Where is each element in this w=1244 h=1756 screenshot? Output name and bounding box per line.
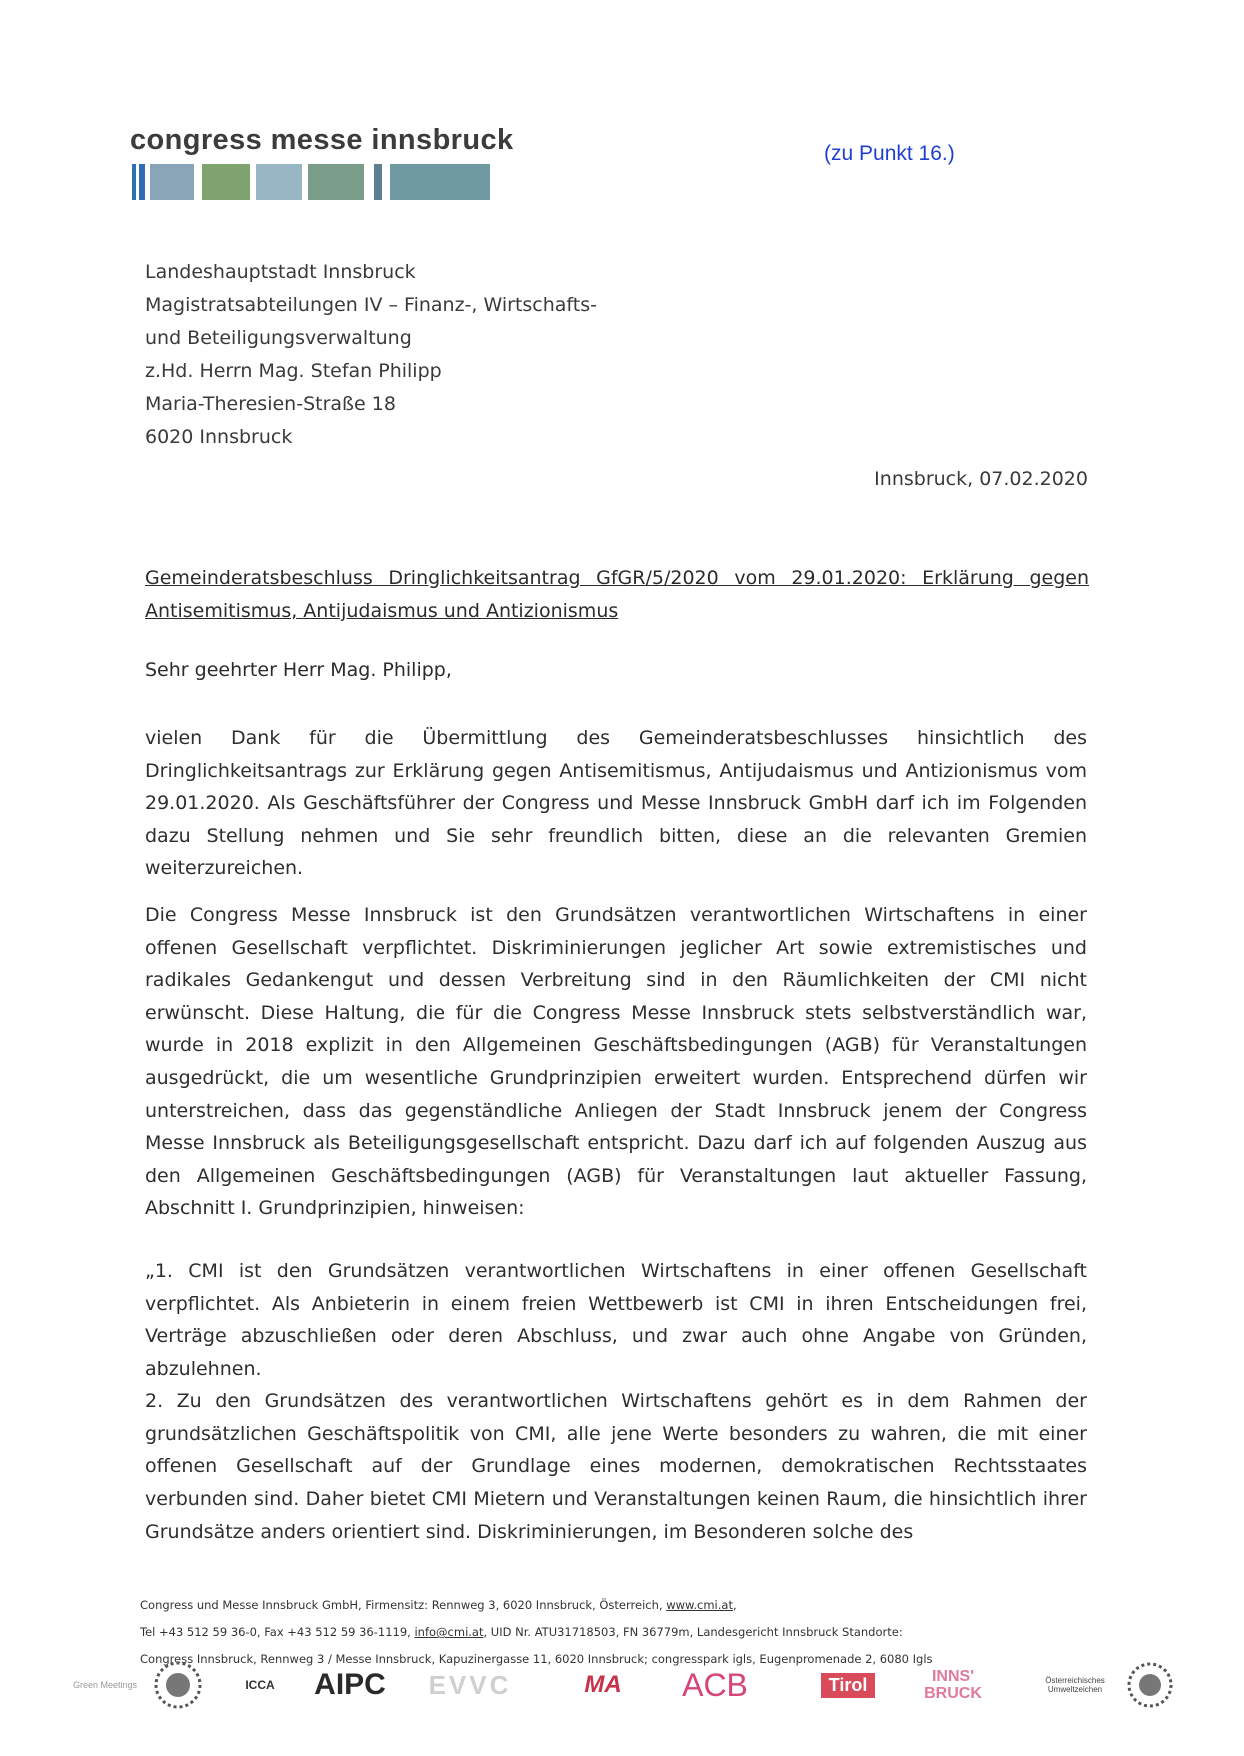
icca-logo: ICCA xyxy=(245,1678,275,1692)
footer-line: Congress Innsbruck, Rennweg 3 / Messe Innsbruck, Kapuzinergasse 11, 6020 Innsbruck; congresspark igls, Eugenpromenade 2, 6080 Igls xyxy=(140,1652,933,1666)
company-logo-text: congress messe innsbruck xyxy=(130,124,514,156)
evvc-logo: EVVC xyxy=(428,1669,512,1700)
address-line: Maria-Theresien-Straße 18 xyxy=(145,393,396,415)
footer-line: Tel +43 512 59 36-0, Fax +43 512 59 36-1119, info@cmi.at, UID Nr. ATU31718503, FN 36779m, Landesgericht Innsbruck Standorte: xyxy=(140,1625,903,1639)
company-logo-bars xyxy=(132,164,492,200)
umweltzeichen-text-logo: Österreichisches Umweltzeichen xyxy=(1045,1676,1105,1694)
aipc-logo: AIPC xyxy=(314,1668,386,1701)
agb-excerpt-item: „1. CMI ist den Grundsätzen verantwortlichen Wirtschaftens in einer offenen Gesellschaft verpflichtet. Als Anbieterin in einem freien Wettbewerb ist CMI in ihren Entscheidungen frei, Verträge abzuschließen oder deren Abschluss, und zwar auch ohne Angabe von Gründen, abzulehnen. xyxy=(145,1259,1087,1380)
address-line: 6020 Innsbruck xyxy=(145,426,293,448)
agenda-note: (zu Punkt 16.) xyxy=(824,142,955,165)
website-link[interactable]: www.cmi.at xyxy=(666,1598,733,1612)
letter-subject: Gemeinderatsbeschluss Dringlichkeitsantrag GfGR/5/2020 vom 29.01.2020: Erklärung gegen Antisemitismus, Antijudaismus und Antizionismus xyxy=(145,567,1089,622)
letter-date: Innsbruck, 07.02.2020 xyxy=(874,468,1088,490)
agb-excerpt-item: 2. Zu den Grundsätzen des verantwortlichen Wirtschaftens gehört es in dem Rahmen der grundsätzlichen Geschäftspolitik von CMI, alle jene Werte besonders zu wahren, die mit einer offenen Gesellschaft auf der Grundlage eines modernen, demokratischen Rechtsstaates verbunden sind. Daher bietet CMI Mietern und Veranstaltungen keinen Raum, die hinsichtlich ihrer Grundsätze anders orientiert sind. Diskriminierungen, im Besonderen solche des xyxy=(145,1390,1087,1543)
body-paragraph: Die Congress Messe Innsbruck ist den Grundsätzen verantwortlichen Wirtschaftens in einer offenen Gesellschaft verpflichtet. Diskriminierungen jeglicher Art sowie extremistisches und radikales Gedankengut und dessen Verbreitung sind in den Räumlichkeiten der CMI nicht erwünscht. Diese Haltung, die für die Congress Messe Innsbruck stets selbstverständlich war, wurde in 2018 explizit in den Allgemeinen Geschäftsbedingungen (AGB) für Veranstaltungen ausgedrückt, die um wesentliche Grundprinzipien erweitert wurden. Entsprechend dürfen wir unterstreichen, dass das gegenständliche Anliegen der Stadt Innsbruck jenem der Congress Messe Innsbruck als Beteiligungsgesellschaft entspricht. Dazu darf ich auf folgenden Auszug aus den Allgemeinen Geschäftsbedingungen (AGB) für Veranstaltungen laut aktueller Fassung, Abschnitt I. Grundprinzipien, hinweisen: xyxy=(145,903,1087,1220)
acb-logo: ACB xyxy=(682,1666,748,1703)
innsbruck-logo: INNS' BRUCK xyxy=(924,1668,982,1702)
address-line: und Beteiligungsverwaltung xyxy=(145,327,412,349)
email-link[interactable]: info@cmi.at xyxy=(414,1625,484,1639)
umweltzeichen-seal-logo xyxy=(1120,1655,1180,1715)
address-line: z.Hd. Herrn Mag. Stefan Philipp xyxy=(145,360,442,382)
footer-line: Congress und Messe Innsbruck GmbH, Firmensitz: Rennweg 3, 6020 Innsbruck, Österreich, www.cmi.at, xyxy=(140,1598,737,1612)
address-line: Magistratsabteilungen IV – Finanz-, Wirtschafts- xyxy=(145,294,597,316)
letter-body xyxy=(145,722,1087,1562)
letter-greeting: Sehr geehrter Herr Mag. Philipp, xyxy=(145,659,452,681)
partner-logos xyxy=(70,1655,1190,1715)
green-meetings-logo: Green Meetings xyxy=(72,1680,138,1690)
ecolabel-seal-logo xyxy=(148,1655,208,1715)
tirol-logo: Tirol xyxy=(808,1655,888,1715)
ma-logo: MA xyxy=(584,1671,622,1698)
body-paragraph: vielen Dank für die Übermittlung des Gemeinderatsbeschlusses hinsichtlich des Dringlichkeitsantrags zur Erklärung gegen Antisemitismus, Antijudaismus und Antizionismus vom 29.01.2020. Als Geschäftsführer der Congress und Messe Innsbruck GmbH darf ich im Folgenden dazu Stellung nehmen und Sie sehr freundlich bitten, diese an die relevanten Gremien weiterzureichen. xyxy=(145,727,1087,880)
address-line: Landeshauptstadt Innsbruck xyxy=(145,261,416,283)
recipient-address xyxy=(145,256,597,454)
